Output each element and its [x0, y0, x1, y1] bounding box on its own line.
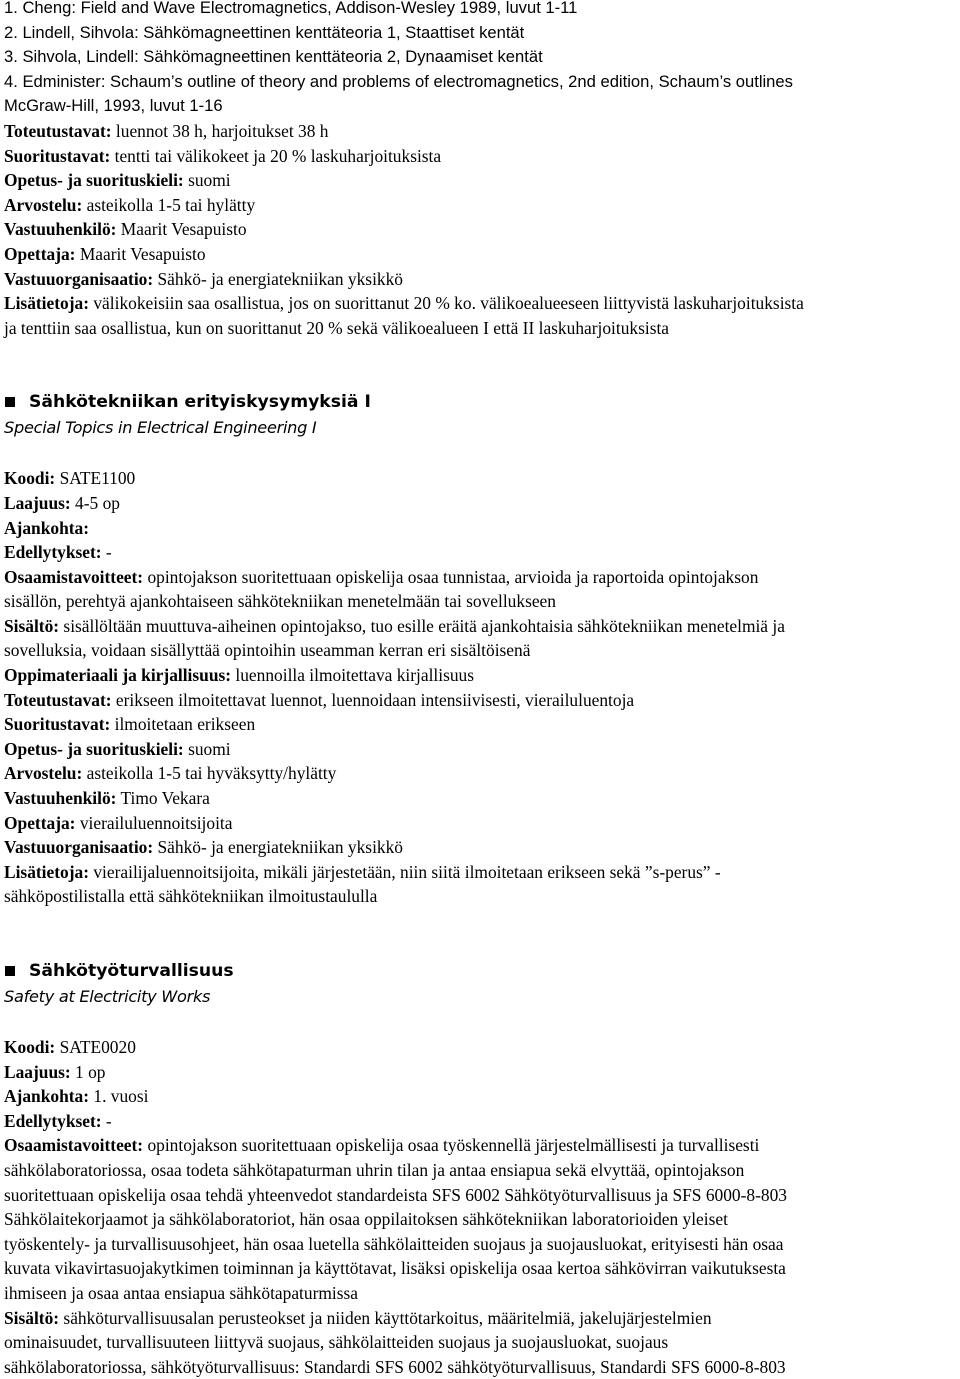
course-field	[4, 688, 956, 713]
field-label: Osaamistavoitteet:	[4, 566, 144, 587]
field-label: Suoritustavat:	[4, 714, 111, 735]
course-field-continued	[4, 1207, 956, 1232]
field-value: luennot 38 h, harjoitukset 38 h	[111, 120, 329, 141]
course-field	[4, 835, 956, 860]
field-value: suomi	[183, 170, 231, 191]
field-opetuskieli	[4, 168, 956, 193]
field-label: Lisätietoja:	[4, 861, 90, 882]
field-toteutustavat	[4, 119, 956, 144]
field-label: Toteutustavat:	[4, 689, 112, 710]
field-label: Osaamistavoitteet:	[4, 1135, 144, 1156]
course-title: Sähkötekniikan erityiskysymyksiä I	[29, 392, 371, 413]
course-field-continued	[4, 1281, 956, 1306]
field-value: 4-5 op	[70, 492, 120, 513]
field-value: tentti tai välikokeet ja 20 % laskuharjoituksista	[110, 145, 442, 166]
field-label: Koodi:	[4, 1037, 56, 1057]
field-value: asteikolla 1-5 tai hylätty	[82, 194, 256, 215]
field-vastuuorganisaatio	[4, 267, 956, 292]
field-label: Oppimateriaali ja kirjallisuus:	[4, 665, 232, 686]
field-label: Laajuus:	[4, 1061, 71, 1082]
course-heading	[4, 389, 956, 415]
course-field-continued	[4, 1183, 956, 1208]
course-field-continued	[4, 1355, 956, 1379]
field-label: Laajuus:	[4, 492, 71, 513]
course-title: Sähkötyöturvallisuus	[29, 961, 234, 981]
field-label: Arvostelu:	[4, 194, 83, 215]
field-label: Vastuuorganisaatio:	[4, 268, 154, 289]
field-vastuuhenkilo	[4, 217, 956, 242]
course-field	[4, 516, 956, 541]
field-value: SATE1100	[55, 468, 136, 489]
course-field	[4, 860, 956, 885]
field-value: sisällön, perehtyä ajankohtaiseen sähkötekniikan menetelmään tai sovellukseen	[4, 591, 556, 612]
reference-3: 3. Sihvola, Lindell: Sähkömagneettinen kenttäteoria 2, Dynaamiset kentät	[4, 47, 543, 67]
field-value: sisällöltään muuttuva-aiheinen opintojakso, tuo esille eräitä ajankohtaisia sähkötekniikan menetelmiä ja	[59, 615, 785, 636]
field-value: 1 op	[70, 1061, 106, 1082]
course-fields	[4, 1035, 956, 1379]
course-field-continued	[4, 1330, 956, 1355]
field-value: opintojakson suoritettuaan opiskelija osaa tunnistaa, arvioida ja raportoida opintojakson	[143, 566, 759, 587]
course-field	[4, 466, 956, 491]
field-value: Sähkö- ja energiatekniikan yksikkö	[153, 268, 403, 289]
course-field-continued	[4, 1256, 956, 1281]
field-arvostelu	[4, 193, 956, 218]
field-label: Edellytykset:	[4, 542, 102, 563]
course-field	[4, 786, 956, 811]
reference-4: 4. Edminister: Schaum’s outline of theory and problems of electromagnetics, 2nd edition, Schaum’s outlines	[4, 71, 793, 91]
field-label: Sisältö:	[4, 1307, 60, 1328]
field-value: kuvata vikavirtasuojakytkimen toiminnan ja käyttötavat, lisäksi opiskelija osaa kertoa sähkövirran vaikutuksesta	[4, 1258, 786, 1279]
course-fields	[4, 466, 956, 909]
field-label: Vastuuhenkilö:	[4, 788, 117, 809]
field-value: opintojakson suoritettuaan opiskelija osaa työskennellä järjestelmällisesti ja turvallisesti	[143, 1135, 760, 1156]
field-label: Opettaja:	[4, 812, 76, 833]
course-subtitle: Safety at Electricity Works	[4, 987, 211, 1006]
field-label: Vastuuorganisaatio:	[4, 837, 154, 858]
field-label: Opettaja:	[4, 243, 76, 264]
field-label: Lisätietoja:	[4, 293, 90, 314]
course-subtitle: Special Topics in Electrical Engineering I	[4, 418, 317, 438]
field-label: Ajankohta:	[4, 1086, 90, 1107]
field-value: välikokeisiin saa osallistua, jos on suorittanut 20 % ko. välikoealueeseen liittyvistä laskuharjoituksista	[89, 293, 804, 314]
field-lisatietoja	[4, 291, 956, 316]
field-value: suoritettuaan opiskelija osaa tehdä yhteenvedot standardeista SFS 6002 Sähkötyöturvallisuus ja SFS 6000-8-803	[4, 1184, 787, 1205]
field-value: erikseen ilmoitettavat luennot, luennoidaan intensiivisesti, vierailuluentoja	[111, 689, 635, 710]
field-value: Maarit Vesapuisto	[75, 243, 206, 264]
course-field	[4, 1109, 956, 1134]
field-label: Toteutustavat:	[4, 120, 112, 141]
field-value: SATE0020	[55, 1037, 136, 1057]
course-field-continued	[4, 1158, 956, 1183]
field-value: sähkölaboratoriossa, osaa todeta sähkötapaturman uhrin tilan ja antaa ensiapua sekä elvyttää, opintojakson	[4, 1159, 745, 1180]
field-value: Sähkö- ja energiatekniikan yksikkö	[153, 837, 403, 858]
reference-1: 1. Cheng: Field and Wave Electromagnetics, Addison-Wesley 1989, luvut 1-11	[4, 0, 578, 17]
course-field	[4, 737, 956, 762]
course-field	[4, 1060, 956, 1085]
reference-2: 2. Lindell, Sihvola: Sähkömagneettinen kenttäteoria 1, Staattiset kentät	[4, 22, 525, 42]
field-value: sovelluksia, voidaan sisällyttää opintoihin useamman kerran eri sisältöisenä	[4, 640, 531, 661]
field-value: Maarit Vesapuisto	[116, 219, 247, 240]
field-value: Timo Vekara	[116, 788, 210, 809]
field-label: Sisältö:	[4, 615, 60, 636]
field-value: asteikolla 1-5 tai hyväksytty/hylätty	[82, 763, 337, 784]
field-label: Edellytykset:	[4, 1110, 102, 1131]
field-value: sähkölaboratoriossa, sähkötyöturvallisuus: Standardi SFS 6002 sähkötyöturvallisuus, Standardi SFS 6000-8-803	[4, 1356, 786, 1377]
field-opettaja	[4, 242, 956, 267]
field-value: suomi	[183, 738, 231, 759]
field-label: Ajankohta:	[4, 517, 90, 538]
field-value: sähköturvallisuusalan perusteokset ja niiden käyttötarkoitus, määritelmiä, jakelujärjestelmien	[59, 1307, 712, 1328]
course-field	[4, 1133, 956, 1158]
field-value: ihmiseen ja osaa antaa ensiapua sähkötapaturmissa	[4, 1282, 358, 1303]
field-value: -	[101, 1110, 112, 1131]
field-value: sähköpostilistalla että sähkötekniikan ilmoitustaululla	[4, 886, 378, 907]
document-page	[4, 0, 956, 1379]
course-field	[4, 540, 956, 565]
field-value: ilmoitetaan erikseen	[110, 714, 256, 735]
course-field-continued	[4, 638, 956, 663]
course-field-continued	[4, 1232, 956, 1257]
field-label: Opetus- ja suorituskieli:	[4, 170, 184, 191]
course-field	[4, 712, 956, 737]
field-label: Suoritustavat:	[4, 145, 111, 166]
field-value: -	[101, 542, 112, 563]
course-field	[4, 1084, 956, 1109]
field-value: ominaisuudet, turvallisuuteen liittyvä suojaus, sähkölaitteiden suojaus ja suojausluokat, suojaus	[4, 1332, 669, 1353]
course-field	[4, 1035, 956, 1060]
reference-4-continued: McGraw-Hill, 1993, luvut 1-16	[4, 96, 223, 116]
course-field	[4, 614, 956, 639]
field-lisatietoja-continued: ja tenttiin saa osallistua, kun on suorittanut 20 % sekä välikoealueen I että II laskuharjoituksista	[4, 317, 670, 338]
field-value: 1. vuosi	[89, 1086, 149, 1107]
bullet-icon	[5, 966, 15, 976]
field-value: vierailuluennoitsijoita	[75, 812, 233, 833]
field-value: luennoilla ilmoitettava kirjallisuus	[231, 665, 475, 686]
field-value: Sähkölaitekorjaamot ja sähkölaboratoriot, hän osaa oppilaitoksen sähkötekniikan laboratorioiden yleiset	[4, 1209, 728, 1230]
field-label: Arvostelu:	[4, 763, 83, 784]
course-field	[4, 491, 956, 516]
field-value: vierailijaluennoitsijoita, mikäli järjestetään, niin siitä ilmoitetaan erikseen sekä ”s-perus” -	[89, 861, 721, 882]
course-field	[4, 565, 956, 590]
course-field	[4, 811, 956, 836]
course-field	[4, 1306, 956, 1331]
bullet-icon	[5, 397, 15, 407]
course-field-continued	[4, 884, 956, 909]
field-label: Koodi:	[4, 468, 56, 489]
field-label: Opetus- ja suorituskieli:	[4, 738, 184, 759]
field-suoritustavat	[4, 144, 956, 169]
course-heading	[4, 958, 956, 984]
course-field	[4, 761, 956, 786]
course-field-continued	[4, 589, 956, 614]
course-field	[4, 663, 956, 688]
field-label: Vastuuhenkilö:	[4, 219, 117, 240]
field-value: työskentely- ja turvallisuusohjeet, hän osaa luetella sähkölaitteiden suojaus ja suojausluokat, erityisesti hän osaa	[4, 1233, 784, 1254]
